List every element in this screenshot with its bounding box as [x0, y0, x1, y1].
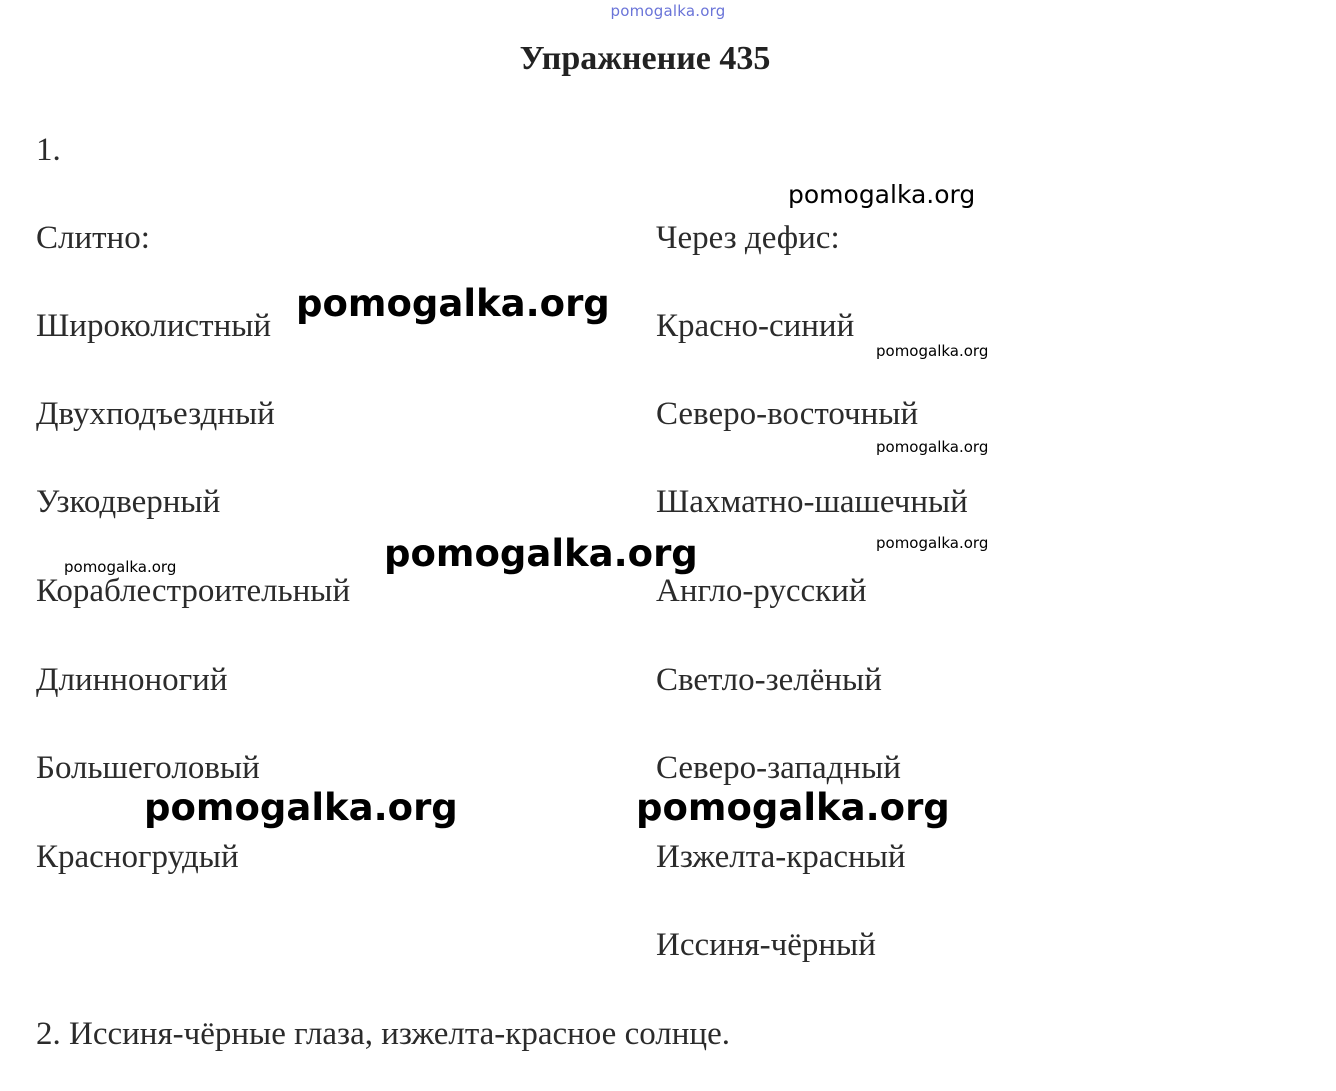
right-item: Светло-зелёный	[656, 662, 882, 698]
right-item: Иссиня-чёрный	[656, 927, 876, 963]
watermark: pomogalka.org	[636, 786, 950, 829]
right-item: Северо-западный	[656, 750, 901, 786]
watermark: pomogalka.org	[876, 534, 989, 552]
header-watermark: pomogalka.org	[610, 2, 726, 20]
watermark: pomogalka.org	[64, 558, 177, 576]
left-item: Узкодверный	[36, 484, 221, 520]
left-column-heading: Слитно:	[36, 220, 150, 256]
part-2-sentence: 2. Иссиня-чёрные глаза, изжелта-красное солнце.	[36, 1016, 730, 1052]
left-item: Большеголовый	[36, 750, 260, 786]
right-column-heading: Через дефис:	[656, 220, 840, 256]
right-item: Изжелта-красный	[656, 839, 906, 875]
right-item: Красно-синий	[656, 308, 855, 344]
left-item: Красногрудый	[36, 839, 239, 875]
left-item: Двухподъездный	[36, 396, 275, 432]
exercise-title: Упражнение 435	[519, 40, 771, 77]
right-item: Шахматно-шашечный	[656, 484, 968, 520]
watermark: pomogalka.org	[788, 180, 976, 209]
watermark: pomogalka.org	[876, 438, 989, 456]
left-item: Длинноногий	[36, 662, 228, 698]
watermark: pomogalka.org	[296, 282, 610, 325]
watermark: pomogalka.org	[144, 786, 458, 829]
left-item: Широколистный	[36, 308, 272, 344]
watermark: pomogalka.org	[384, 532, 698, 575]
right-item: Англо-русский	[656, 573, 867, 609]
part-1-label: 1.	[36, 132, 61, 168]
left-item: Кораблестроительный	[36, 573, 351, 609]
watermark: pomogalka.org	[876, 342, 989, 360]
right-item: Северо-восточный	[656, 396, 919, 432]
